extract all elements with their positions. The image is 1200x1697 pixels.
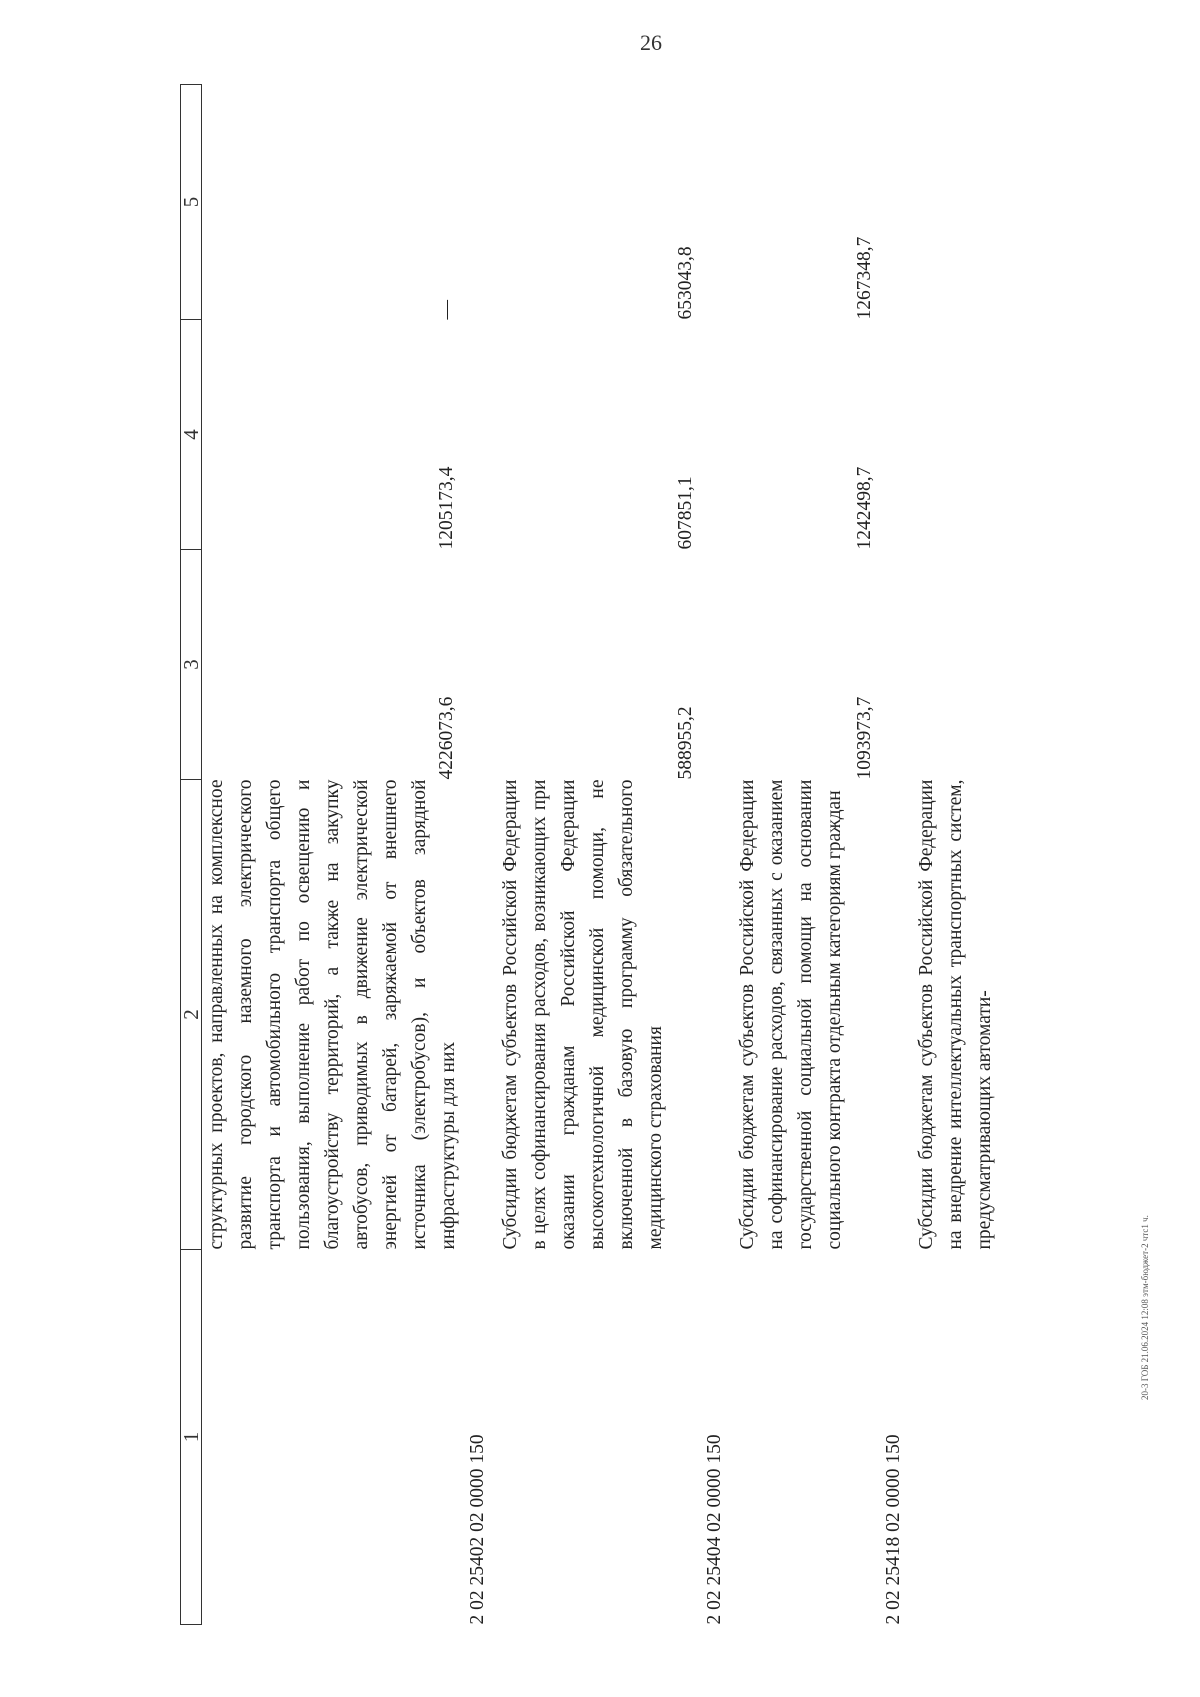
amount-col4: 1205173,4 (436, 466, 457, 550)
table-row (879, 85, 999, 1625)
budget-table-rotated (180, 85, 1020, 1625)
amount-col3: 588955,2 (675, 706, 696, 780)
budget-code: 2 02 25418 02 0000 150 (883, 1434, 904, 1625)
column-header: 5 (181, 85, 202, 320)
budget-description: Субсидии бюджетам субъектов Российской Федерации на софинансирование расходов, связанных с оказанием государственной социальной помощи на основании социального контракта отдельным категориям граждан (737, 779, 845, 1250)
amount-col3: 4226073,6 (436, 696, 457, 780)
amount-col3: 1093973,7 (854, 696, 875, 780)
table-row (700, 85, 879, 1625)
budget-description: Субсидии бюджетам субъектов Российской Федерации в целях софинансирования расходов, возникающих при оказании гражданам Российской Федерации высокотехнологичной медицинской помощи, не включенной в базовую программу обязательного медицинского страхования (500, 779, 666, 1250)
amount-col4 (879, 320, 999, 550)
budget-description: Субсидии бюджетам субъектов Российской Федерации на внедрение интеллектуальных транспортных систем, предусматривающих автомати- (916, 779, 995, 1250)
amount-col5: 653043,8 (675, 246, 696, 320)
table-row (202, 85, 464, 1625)
column-header-row (181, 85, 202, 1625)
amount-col3 (879, 550, 999, 780)
budget-table (180, 84, 999, 1625)
footer-note: 20-3 ГОБ 21.06.2024 12:08 этм-бюджет-2 чтс1 ч. (1140, 1215, 1150, 1400)
budget-code (202, 1250, 464, 1625)
amount-col4: 1242498,7 (854, 466, 875, 550)
budget-code: 2 02 25402 02 0000 150 (467, 1434, 488, 1625)
amount-col5: 1267348,7 (854, 236, 875, 320)
table-row (463, 85, 700, 1625)
column-header: 2 (181, 780, 202, 1250)
amount-col5: — (436, 300, 457, 320)
amount-col5 (879, 85, 999, 320)
column-header: 3 (181, 550, 202, 780)
column-header: 4 (181, 320, 202, 550)
budget-description: структурных проектов, направленных на комплексное развитие городского наземного электрического транспорта и автомобильного транспорта общего пользования, выполнение работ по освещению и благоустройству территорий, а также на закупку автобусов, приводимых в движение электрической энергией от батарей, заряжаемой от внешнего источника (электробусов), и объектов зарядной инфраструктуры для них (206, 779, 459, 1250)
budget-code: 2 02 25404 02 0000 150 (704, 1434, 725, 1625)
page-number: 26 (640, 30, 662, 55)
amount-col4: 607851,1 (675, 476, 696, 550)
column-header: 1 (181, 1250, 202, 1625)
